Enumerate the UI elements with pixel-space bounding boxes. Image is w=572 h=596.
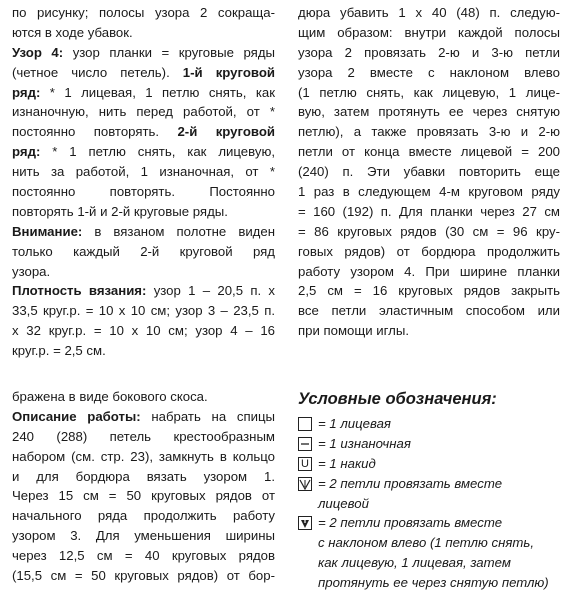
- legend-text: = 1 изнаночная: [318, 435, 411, 451]
- attention-label: Внимание:: [12, 223, 83, 239]
- text-line: Через 15 см = 50 круговых рядов от: [12, 488, 275, 504]
- text-line: узора 2 провязать 2-ю и 3-ю петли: [298, 44, 560, 60]
- description-label: Описание работы:: [12, 408, 141, 424]
- text-line: 1 раз в следующем 4-м круговом ряду: [298, 184, 560, 200]
- text-line: 2,5 см = 16 круговых рядов закрыть: [298, 283, 560, 299]
- text-line: [12, 63, 275, 83]
- legend-text: = 2 петли провязать вместе: [318, 475, 503, 491]
- text-line: бражена в виде бокового скоса.: [12, 389, 208, 404]
- triangle-square-icon: [298, 477, 312, 491]
- text-line: [12, 142, 275, 162]
- text-line: петли от конца вместе лицевой = 200: [298, 144, 560, 160]
- text-line: начального ряда продолжить работу: [12, 508, 275, 524]
- text-span: постоянно повторять.: [12, 124, 178, 140]
- legend-item-knit: [298, 414, 560, 434]
- text-line: через 12,5 см = 40 круговых рядов: [12, 548, 275, 564]
- legend-title: Условные обозначения:: [298, 390, 497, 408]
- text-line: работу узором 4. При ширине планки: [298, 263, 560, 279]
- text-line: ются в ходе убавок.: [12, 24, 133, 40]
- left-column-bottom: [12, 387, 275, 586]
- legend-text-cont: с наклоном влево (1 петлю снять,: [318, 535, 534, 551]
- text-line: повторять 1-й и 2-й круговые ряды.: [12, 203, 228, 219]
- text-line: нить за работой, 1 изнаночная, от *: [12, 164, 275, 180]
- text-line: = 86 круговых рядов (30 см = 96 кру-: [298, 223, 560, 239]
- text-line: узором 3. Для уменьшения ширины: [12, 528, 275, 544]
- row1-label: 1-й круговой: [182, 64, 275, 80]
- gauge-label: Плотность вязания:: [12, 283, 147, 299]
- text-span: узор 1 – 20,5 п. х: [146, 283, 275, 299]
- text-line: 33,5 круг.р. = 10 х 10 см; узор 3 – 23,5 п.: [12, 303, 275, 319]
- pattern4-heading-line: [12, 43, 275, 63]
- dash-square-icon: [298, 437, 312, 451]
- row1-label-cont: ряд:: [12, 84, 41, 100]
- legend-text-cont: лицевой: [318, 495, 369, 511]
- arrow-down-square-icon: [298, 516, 312, 530]
- text-span: * 1 лицевая, 1 петлю снять, как: [40, 84, 275, 100]
- legend-text-cont: как лицевую, 1 лицевая, затем: [318, 555, 511, 571]
- u-square-icon: U: [298, 457, 312, 471]
- text-span: (четное число петель).: [12, 64, 183, 80]
- text-span: * 1 петлю снять, как лицевую,: [40, 144, 275, 160]
- text-line: [12, 122, 275, 142]
- left-column-top: [12, 3, 275, 361]
- text-line: говых рядов) от бордюра продолжить: [298, 243, 560, 259]
- row2-label: 2-й круговой: [177, 124, 275, 140]
- text-line: петлю), а также провязать 3-ю и 2-ю: [298, 124, 560, 140]
- text-line: х 32 круг.р. = 10 х 10 см; узор 4 – 16: [12, 323, 275, 339]
- attention-line: [12, 222, 275, 242]
- legend-text: = 2 петли провязать вместе: [318, 515, 503, 531]
- text-line: набором (см. стр. 23), замкнуть в кольцо: [12, 448, 275, 464]
- text-line: 240 (288) петель крестообразным: [12, 428, 275, 444]
- text-line: (15,5 см = 50 круговых рядов) от бор-: [12, 568, 275, 584]
- text-span: узор планки = круговые ряды: [63, 44, 275, 60]
- row2-label-cont: ряд:: [12, 144, 41, 160]
- legend-text: = 1 лицевая: [318, 416, 391, 431]
- legend-item-ssk: [298, 513, 560, 533]
- legend-item-k2tog: [298, 474, 560, 494]
- text-line: изнаночную, нить перед работой, от *: [12, 104, 275, 120]
- text-line: (240) п. Эти убавки повторить еще: [298, 164, 560, 180]
- right-column-top: [298, 3, 560, 341]
- text-line: вую, затем протянуть ее через снятую: [298, 104, 560, 120]
- text-line: при помощи иглы.: [298, 323, 409, 339]
- pattern4-label: Узор 4:: [12, 44, 64, 60]
- text-span: в вязаном полотне виден: [82, 223, 275, 239]
- text-line: = 160 (192) п. Для планки через 27 см: [298, 203, 560, 219]
- text-line: (1 петлю снять, как лицевую, 1 лице-: [298, 84, 560, 100]
- text-span: набрать на спицы: [140, 408, 275, 424]
- text-line: по рисунку; полосы узора 2 сокраща-: [12, 5, 275, 20]
- text-line: все петли эластичным способом или: [298, 303, 560, 319]
- text-line: [12, 83, 275, 103]
- legend-item-purl: [298, 434, 560, 454]
- legend-text-cont: протянуть ее через снятую петлю): [318, 575, 549, 591]
- text-line: узора 2 вместе с наклоном влево: [298, 64, 560, 80]
- empty-square-icon: [298, 417, 312, 431]
- text-line: только каждый 2-й круговой ряд: [12, 243, 275, 259]
- legend-item-yarnover: [298, 454, 560, 474]
- text-line: узора.: [12, 263, 51, 279]
- gauge-line: [12, 281, 275, 301]
- description-line: [12, 407, 275, 427]
- legend: [298, 414, 560, 593]
- text-line: дюра убавить 1 х 40 (48) п. следую-: [298, 5, 560, 20]
- legend-text: = 1 накид: [318, 455, 376, 471]
- text-line: круг.р. = 2,5 см.: [12, 343, 106, 359]
- text-line: и для бордюра вязать узором 1.: [12, 468, 275, 484]
- text-line: щим образом: внутри каждой полосы: [298, 24, 560, 40]
- text-line: постоянно повторять. Постоянно: [12, 184, 275, 200]
